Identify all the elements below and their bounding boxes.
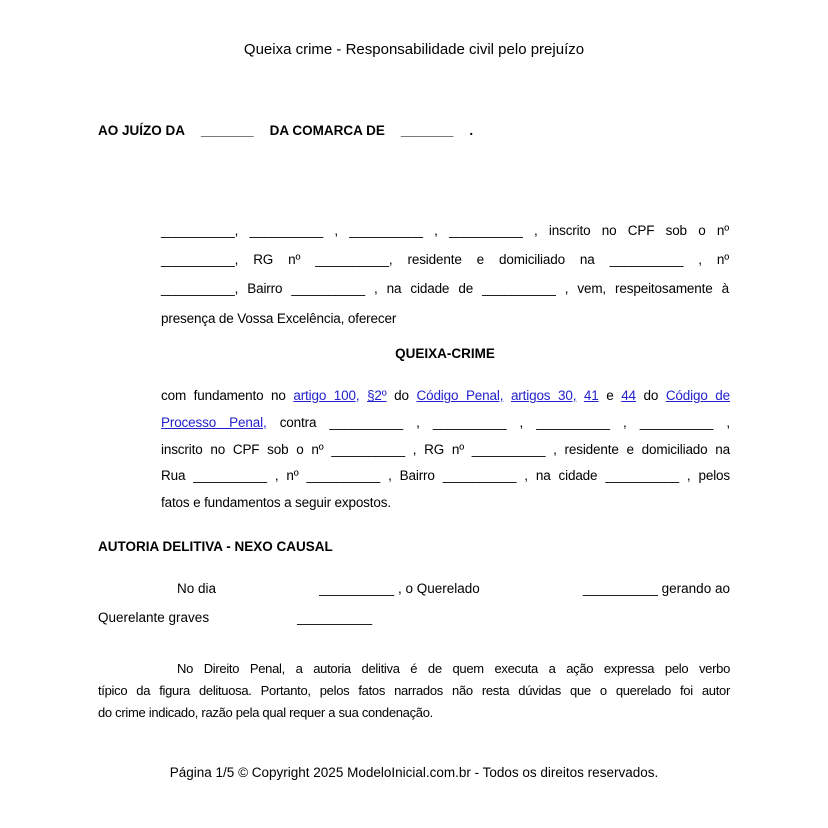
blank-field: _______ [400, 123, 454, 138]
text-run: do crime indicado, razão pela qual requer a sua condenação. [98, 704, 433, 720]
link-artigo-44[interactable]: 44 [621, 388, 636, 403]
authorship-paragraph [98, 658, 730, 723]
text-run: , inscrito no CPF sob o nº [522, 223, 730, 238]
text-run [359, 388, 367, 403]
facts-paragraph [98, 574, 730, 632]
blank-field: __________ [291, 281, 365, 297]
text-run: , vem, respeitosamente à [555, 281, 730, 297]
blank-field: __________ [306, 468, 381, 484]
text-run: , Bairro [380, 468, 443, 484]
text-run: , [422, 223, 450, 238]
text-run: Rua [161, 468, 194, 484]
qualification-paragraph [161, 216, 729, 333]
text-run: , na cidade [516, 468, 606, 484]
text-run: contra [266, 414, 330, 430]
blank-field: __________ [442, 468, 517, 484]
text-run: , Bairro [234, 281, 292, 297]
link-codigo-processo-penal-parte-2[interactable]: Processo Penal, [161, 414, 267, 430]
text-run: do [635, 388, 666, 403]
text-run: com fundamento no [161, 388, 294, 403]
facts-token-no-dia: No dia [177, 581, 217, 596]
text-run: , pelos [678, 468, 731, 484]
blank-field: __________ [161, 223, 235, 238]
text-run: típico da figura delituosa. Portanto, pelos fatos narrados não resta dúvidas que o querelado foi autor [98, 682, 730, 698]
blank-field: __________ [639, 414, 714, 430]
facts-token-querelado: __________ , o Querelado [319, 581, 480, 596]
text-run: , [609, 414, 640, 430]
blank-field: __________ [193, 468, 267, 484]
text-run: , RG nº [234, 252, 316, 268]
blank-field: __________ [482, 281, 556, 297]
blank-field: __________ [432, 414, 507, 430]
link-artigo-100[interactable]: artigo 100, [293, 388, 360, 403]
text-run: , RG nº [404, 441, 472, 457]
blank-field: __________ [331, 441, 405, 457]
text-run: , na cidade de [364, 281, 483, 297]
link-artigo-41[interactable]: 41 [583, 388, 599, 403]
text-run: inscrito no CPF sob o nº [161, 441, 332, 457]
text-run: Querelante graves [98, 610, 210, 625]
blank-field: __________ [249, 223, 324, 238]
text-run: AUTORIA DELITIVA - NEXO CAUSAL [98, 539, 333, 554]
blank-field: __________ [536, 414, 610, 430]
blank-field: _______ [201, 123, 254, 138]
text-run: do [386, 388, 417, 403]
blank-field: __________ [471, 441, 546, 457]
facts-token-gerando: __________ gerando ao [582, 581, 730, 596]
text-run: DA COMARCA DE [269, 123, 385, 138]
blank-field: __________ [161, 252, 235, 268]
text-run: e [598, 388, 622, 403]
addressee-line [98, 122, 473, 139]
text-run: , [323, 223, 350, 238]
text-run: , nº [266, 468, 307, 484]
text-run: , [713, 414, 730, 430]
text-run: . [469, 123, 474, 138]
blank-field: __________ [605, 468, 679, 484]
text-run: presença de Vossa Excelência, oferecer [161, 310, 397, 326]
autoria-delitiva-heading [98, 538, 333, 555]
link-codigo-penal[interactable]: Código Penal, [416, 388, 504, 403]
text-run: fatos e fundamentos a seguir expostos. [161, 495, 391, 511]
blank-field: __________ [609, 252, 684, 268]
text-run: , residente e domiciliado na [388, 252, 610, 268]
link-artigos-30[interactable]: artigos 30, [510, 388, 577, 403]
blank-field: __________ [297, 610, 373, 625]
blank-field: __________ [329, 414, 404, 430]
link-codigo-processo-penal-parte-1[interactable]: Código de [665, 388, 730, 403]
text-run: No Direito Penal, a autoria delitiva é de quem executa a ação expressa pelo verbo [177, 661, 730, 676]
text-run: , [234, 223, 250, 238]
document-title: Queixa crime - Responsabilidade civil pelo prejuízo [243, 41, 585, 58]
link-paragrafo-2[interactable]: §2º [367, 388, 387, 403]
grounds-paragraph [161, 383, 730, 517]
page-footer: Página 1/5 © Copyright 2025 ModeloInicial.com.br - Todos os direitos reservados. [169, 765, 659, 780]
text-run: AO JUÍZO DA [98, 123, 186, 138]
blank-field: __________ [449, 223, 523, 238]
text-run [503, 388, 511, 403]
text-run: , nº [683, 252, 729, 268]
text-run: , [403, 414, 433, 430]
queixa-crime-heading [160, 345, 730, 362]
blank-field: __________ [315, 252, 389, 268]
text-run: QUEIXA-CRIME [395, 346, 495, 361]
text-run: , residente e domiciliado na [545, 441, 731, 457]
text-run [576, 388, 584, 403]
blank-field: __________ [349, 223, 423, 238]
text-run: , [506, 414, 537, 430]
blank-field: __________ [161, 281, 235, 297]
